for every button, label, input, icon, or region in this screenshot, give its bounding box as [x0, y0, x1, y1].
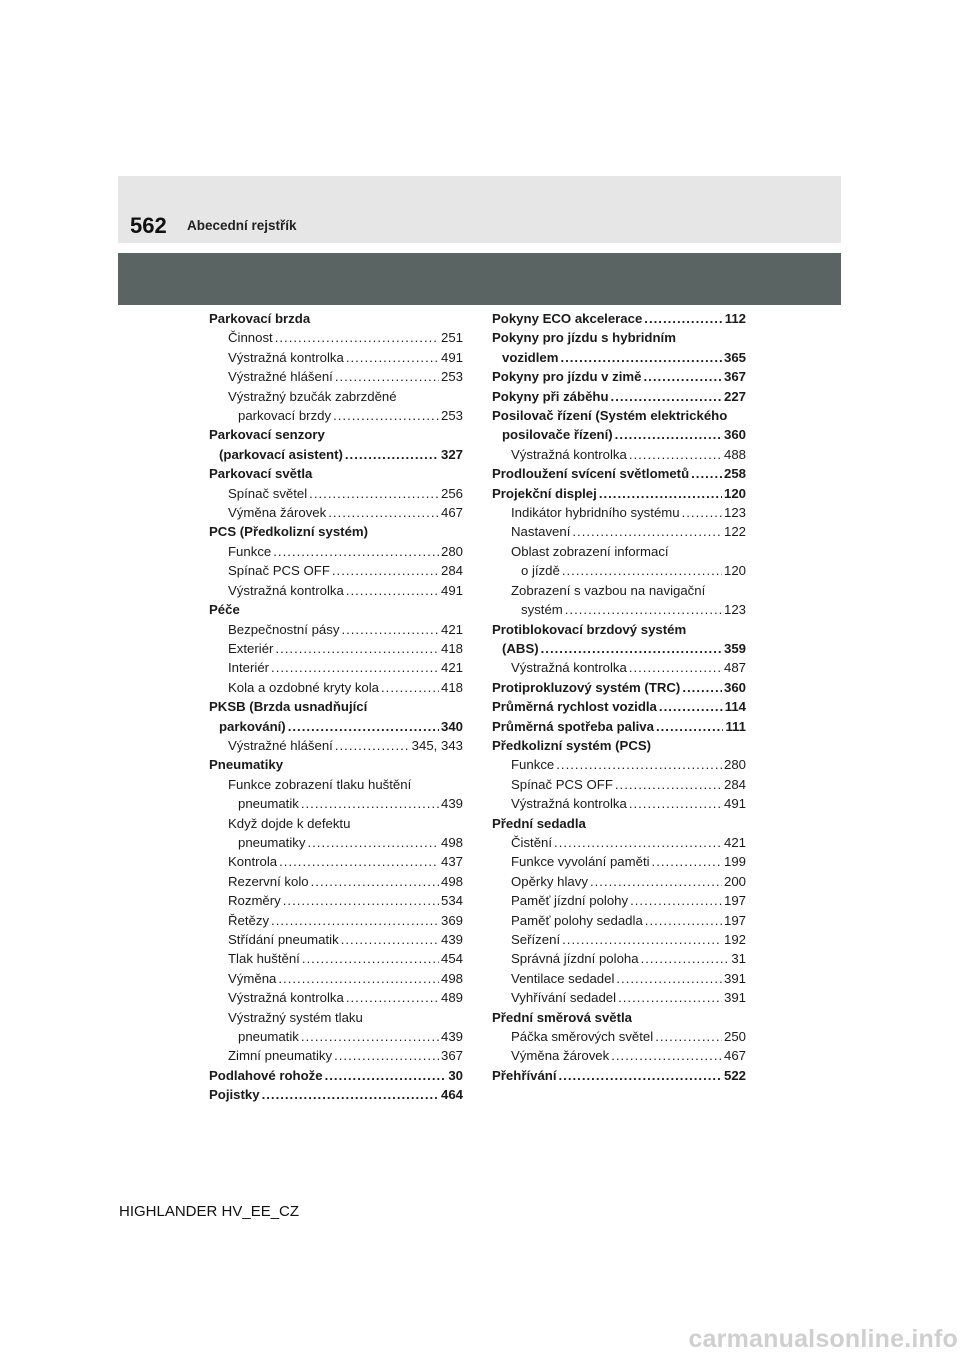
dot-leader — [572, 522, 722, 541]
index-entry — [209, 1008, 463, 1027]
index-entry — [492, 911, 746, 930]
index-entry — [492, 833, 746, 852]
index-term: Výstražný systém tlaku — [228, 1009, 363, 1025]
index-term: Protiprokluzový systém (TRC) — [492, 679, 681, 695]
index-term: Čistění — [511, 834, 553, 850]
index-term: Když dojde k defektu — [228, 815, 351, 831]
index-entry — [492, 872, 746, 891]
dot-leader — [590, 872, 722, 891]
page-ref: 491 — [440, 349, 463, 365]
index-entry — [492, 484, 746, 503]
index-entry — [492, 522, 746, 541]
dot-leader — [288, 717, 439, 736]
index-term: Podlahové rohože — [209, 1067, 323, 1083]
index-entry — [209, 484, 463, 503]
index-term: Kola a ozdobné kryty kola — [228, 679, 380, 695]
index-entry — [492, 387, 746, 406]
page-ref: 199 — [723, 854, 746, 870]
index-term: parkovací brzdy — [238, 408, 332, 424]
index-entry — [209, 794, 463, 813]
page-ref: 253 — [440, 369, 463, 385]
dot-leader — [271, 658, 439, 677]
page-ref: 251 — [440, 330, 463, 346]
index-entry — [492, 697, 746, 716]
index-entry — [492, 736, 746, 755]
page-ref: 197 — [723, 893, 746, 909]
index-entry — [209, 755, 463, 774]
index-entry — [492, 328, 746, 347]
index-term: Oblast zobrazení informací — [511, 543, 669, 559]
index-entry — [209, 542, 463, 561]
index-term: Parkovací senzory — [209, 427, 325, 443]
index-entry — [492, 891, 746, 910]
index-entry — [492, 561, 746, 580]
section-title: Abecední rejstřík — [187, 218, 297, 233]
dot-leader — [659, 697, 723, 716]
index-entry — [209, 387, 463, 406]
dot-leader — [562, 561, 722, 580]
index-entry — [492, 678, 746, 697]
index-term: Průměrná spotřeba paliva — [492, 718, 654, 734]
index-term: pneumatiky — [238, 834, 306, 850]
index-entry — [492, 639, 746, 658]
index-term: Předkolizní systém (PCS) — [492, 737, 652, 753]
section-banner — [118, 253, 841, 305]
dot-leader — [616, 969, 722, 988]
dot-leader — [332, 561, 439, 580]
dot-leader — [275, 328, 439, 347]
index-entry — [492, 775, 746, 794]
dot-leader — [279, 852, 439, 871]
page-ref: 365 — [723, 349, 746, 365]
page-ref: 391 — [723, 970, 746, 986]
index-term: o jízdě — [521, 563, 560, 579]
page-ref: 123 — [723, 505, 746, 521]
index-term: Pojistky — [209, 1087, 260, 1103]
dot-leader — [301, 1027, 439, 1046]
dot-leader — [541, 639, 722, 658]
index-entry — [209, 639, 463, 658]
page-ref: 439 — [440, 932, 463, 947]
index-entry — [209, 522, 463, 541]
dot-leader — [656, 717, 723, 736]
page-ref: 123 — [723, 602, 746, 618]
page-ref: 192 — [723, 932, 746, 947]
index-entry — [209, 600, 463, 619]
index-term: Bezpečnostní pásy — [228, 621, 340, 637]
page-ref: 437 — [440, 854, 463, 870]
index-entry — [492, 581, 746, 600]
index-term: Přední sedadla — [492, 815, 586, 831]
index-entry — [209, 620, 463, 639]
dot-leader — [652, 852, 722, 871]
page-ref: 421 — [723, 834, 746, 850]
page-ref: 418 — [440, 679, 463, 695]
dot-leader — [309, 484, 439, 503]
index-entry — [209, 852, 463, 871]
page-ref: 369 — [440, 912, 463, 928]
index-term: Výstražná kontrolka — [228, 349, 344, 365]
dot-leader — [283, 891, 439, 910]
index-column-left — [209, 309, 463, 1105]
page-ref: 391 — [723, 990, 746, 1006]
dot-leader — [335, 367, 439, 386]
index-term: Přední směrová světla — [492, 1009, 633, 1025]
index-entry — [209, 445, 463, 464]
index-entry — [209, 949, 463, 968]
index-term: Tlak huštění — [228, 951, 300, 967]
page-ref: 491 — [723, 796, 746, 812]
index-entry — [209, 328, 463, 347]
index-entry — [209, 1066, 463, 1085]
index-term: Rezervní kolo — [228, 873, 309, 889]
footer-model: HIGHLANDER HV_EE_CZ — [119, 1203, 300, 1220]
index-term: pneumatik — [238, 796, 299, 812]
index-term: Prodloužení svícení světlometů — [492, 466, 690, 482]
page-ref: 487 — [723, 660, 746, 676]
index-term: Posilovač řízení (Systém elektrického — [492, 408, 728, 424]
dot-leader — [599, 484, 722, 503]
page-ref: 418 — [440, 640, 463, 656]
index-term: parkování) — [219, 718, 286, 734]
index-term: posilovače řízení) — [502, 427, 613, 443]
dot-leader — [346, 348, 439, 367]
index-entry — [209, 775, 463, 794]
index-term: PKSB (Brzda usnadňující — [209, 699, 368, 715]
page-ref: 227 — [723, 388, 746, 404]
dot-leader — [645, 911, 722, 930]
page-ref: 421 — [440, 660, 463, 676]
page-ref: 360 — [723, 427, 746, 443]
index-term: Protiblokovací brzdový systém — [492, 621, 687, 637]
index-entry — [209, 367, 463, 386]
page-ref: 498 — [440, 873, 463, 889]
dot-leader — [271, 911, 439, 930]
index-term: Průměrná rychlost vozidla — [492, 699, 657, 715]
dot-leader — [691, 464, 722, 483]
dot-leader — [381, 678, 439, 697]
page-ref: 280 — [440, 543, 463, 559]
index-term: Interiér — [228, 660, 270, 676]
index-term: Funkce zobrazení tlaku huštění — [228, 776, 412, 792]
index-entry — [492, 717, 746, 736]
dot-leader — [560, 348, 722, 367]
dot-leader — [278, 969, 439, 988]
dot-leader — [325, 1066, 447, 1085]
page-ref: 197 — [723, 912, 746, 928]
index-entry — [492, 348, 746, 367]
index-entry — [209, 717, 463, 736]
index-entry — [492, 542, 746, 561]
dot-leader — [262, 1085, 439, 1104]
dot-leader — [341, 930, 439, 949]
index-entry — [492, 425, 746, 444]
index-entry — [492, 949, 746, 968]
dot-leader — [334, 1046, 439, 1065]
index-term: Výměna — [228, 970, 277, 986]
page-ref: 114 — [724, 699, 746, 715]
index-term: pneumatik — [238, 1029, 299, 1045]
index-term: Výměna žárovek — [511, 1048, 610, 1064]
page-ref: 454 — [440, 951, 463, 967]
page-ref: 340 — [440, 718, 463, 734]
index-entry — [492, 1066, 746, 1085]
index-entry — [492, 600, 746, 619]
dot-leader — [629, 658, 722, 677]
page-ref: 30 — [448, 1067, 463, 1083]
page-ref: 367 — [440, 1048, 463, 1064]
page-ref: 467 — [723, 1048, 746, 1064]
index-term: Opěrky hlavy — [511, 873, 588, 889]
index-term: Řetězy — [228, 912, 270, 928]
dot-leader — [615, 775, 722, 794]
index-term: Výstražná kontrolka — [511, 660, 627, 676]
index-term: Zobrazení s vazbou na navigační — [511, 582, 706, 598]
dot-leader — [335, 736, 410, 755]
index-entry — [209, 1027, 463, 1046]
page-ref: 327 — [440, 446, 463, 462]
dot-leader — [346, 988, 439, 1007]
dot-leader — [611, 1046, 722, 1065]
index-entry — [492, 755, 746, 774]
page-ref: 522 — [723, 1067, 746, 1083]
page-ref: 122 — [723, 524, 746, 540]
index-entry — [209, 406, 463, 425]
page-ref: 120 — [723, 563, 746, 579]
dot-leader — [556, 755, 722, 774]
index-entry — [492, 309, 746, 328]
dot-leader — [562, 930, 722, 949]
index-column-right — [492, 309, 746, 1085]
dot-leader — [615, 425, 722, 444]
index-term: Výstražný bzučák zabrzděné — [228, 388, 397, 404]
index-term: Kontrola — [228, 854, 278, 870]
page-ref: 359 — [723, 640, 746, 656]
page-ref: 31 — [731, 951, 746, 967]
index-term: Rozměry — [228, 893, 281, 909]
index-entry — [209, 988, 463, 1007]
index-entry — [492, 406, 746, 425]
index-term: Spínač světel — [228, 485, 308, 501]
page-ref: 284 — [440, 563, 463, 579]
dot-leader — [302, 949, 439, 968]
index-entry — [209, 658, 463, 677]
dot-leader — [346, 581, 439, 600]
page-ref: 250 — [723, 1029, 746, 1045]
page-ref: 488 — [723, 446, 746, 462]
index-entry — [209, 464, 463, 483]
index-entry — [209, 930, 463, 949]
index-term: Indikátor hybridního systému — [511, 505, 680, 521]
page-ref: 464 — [440, 1087, 463, 1103]
dot-leader — [644, 367, 722, 386]
index-entry — [492, 930, 746, 949]
index-entry — [209, 1046, 463, 1065]
page-number: 562 — [130, 213, 167, 238]
index-term: Zimní pneumatiky — [228, 1048, 333, 1064]
page-ref: 200 — [723, 873, 746, 889]
dot-leader — [611, 387, 722, 406]
dot-leader — [682, 678, 722, 697]
index-term: Páčka směrových světel — [511, 1029, 654, 1045]
index-term: Výměna žárovek — [228, 505, 327, 521]
watermark: carmanualsonline.info — [688, 1325, 958, 1353]
index-term: Správná jízdní poloha — [511, 951, 639, 967]
index-term: Přehřívání — [492, 1067, 557, 1083]
dot-leader — [618, 988, 722, 1007]
page-ref: 534 — [440, 893, 463, 909]
index-term: Seřízení — [511, 932, 561, 947]
index-entry — [209, 833, 463, 852]
dot-leader — [644, 309, 722, 328]
index-entry — [492, 794, 746, 813]
index-entry — [492, 1046, 746, 1065]
index-entry — [209, 697, 463, 716]
index-term: PCS (Předkolizní systém) — [209, 524, 369, 540]
index-entry — [492, 658, 746, 677]
index-term: Výstražné hlášení — [228, 737, 333, 753]
index-term: Pneumatiky — [209, 757, 284, 773]
index-term: Výstražná kontrolka — [511, 446, 627, 462]
page-ref: 360 — [723, 679, 746, 695]
page-ref: 256 — [440, 485, 463, 501]
page-ref: 489 — [440, 990, 463, 1006]
dot-leader — [328, 503, 439, 522]
dot-leader — [641, 949, 730, 968]
index-entry — [492, 1027, 746, 1046]
index-term: Paměť polohy sedadla — [511, 912, 643, 928]
index-term: Paměť jízdní polohy — [511, 893, 629, 909]
index-term: Exteriér — [228, 640, 274, 656]
page-ref: 284 — [723, 776, 746, 792]
page-ref: 345, 343 — [411, 737, 463, 753]
dot-leader — [341, 620, 439, 639]
index-term: Pokyny pro jízdu s hybridním — [492, 330, 676, 346]
index-entry — [209, 891, 463, 910]
page-ref: 467 — [440, 505, 463, 521]
index-term: Výstražná kontrolka — [228, 990, 344, 1006]
page-ref: 253 — [440, 408, 463, 424]
index-term: Projekční displej — [492, 485, 597, 501]
index-term: Funkce — [228, 543, 272, 559]
index-entry — [492, 852, 746, 871]
dot-leader — [655, 1027, 722, 1046]
index-term: (ABS) — [502, 640, 539, 656]
page-ref: 439 — [440, 796, 463, 812]
index-term: Činnost — [228, 330, 273, 346]
index-term: Nastavení — [511, 524, 571, 540]
index-entry — [209, 911, 463, 930]
page-ref: 112 — [724, 311, 746, 326]
dot-leader — [629, 445, 722, 464]
index-entry — [209, 425, 463, 444]
page-ref: 491 — [440, 582, 463, 598]
dot-leader — [559, 1066, 722, 1085]
index-term: Parkovací světla — [209, 466, 313, 482]
index-term: Střídání pneumatik — [228, 932, 339, 947]
index-entry — [492, 969, 746, 988]
index-term: Výstražná kontrolka — [228, 582, 344, 598]
index-entry — [492, 620, 746, 639]
index-term: Pokyny při záběhu — [492, 388, 609, 404]
page-ref: 280 — [723, 757, 746, 773]
index-entry — [209, 736, 463, 755]
dot-leader — [565, 600, 722, 619]
index-term: Péče — [209, 602, 240, 618]
page-ref: 258 — [723, 466, 746, 482]
index-entry — [209, 581, 463, 600]
page-ref: 421 — [440, 621, 463, 637]
index-term: Ventilace sedadel — [511, 970, 615, 986]
index-entry — [209, 814, 463, 833]
index-entry — [209, 309, 463, 328]
index-term: Výstražné hlášení — [228, 369, 333, 385]
index-term: Spínač PCS OFF — [228, 563, 330, 579]
index-entry — [492, 464, 746, 483]
dot-leader — [311, 872, 439, 891]
page-ref: 498 — [440, 834, 463, 850]
index-entry — [209, 561, 463, 580]
index-entry — [209, 969, 463, 988]
index-entry — [209, 678, 463, 697]
index-entry — [492, 503, 746, 522]
dot-leader — [682, 503, 722, 522]
index-term: Pokyny ECO akcelerace — [492, 311, 643, 326]
dot-leader — [273, 542, 439, 561]
dot-leader — [333, 406, 439, 425]
index-entry — [492, 1008, 746, 1027]
page-ref: 439 — [440, 1029, 463, 1045]
dot-leader — [629, 794, 722, 813]
page-ref: 498 — [440, 970, 463, 986]
index-term: Pokyny pro jízdu v zimě — [492, 369, 642, 385]
index-entry — [209, 348, 463, 367]
index-entry — [209, 503, 463, 522]
index-term: systém — [521, 602, 563, 618]
dot-leader — [301, 794, 439, 813]
index-term: Vyhřívání sedadel — [511, 990, 617, 1006]
page-ref: 367 — [723, 369, 746, 385]
dot-leader — [307, 833, 439, 852]
dot-leader — [554, 833, 722, 852]
page-ref: 111 — [725, 718, 746, 734]
index-term: Výstražná kontrolka — [511, 796, 627, 812]
dot-leader — [630, 891, 722, 910]
index-term: Spínač PCS OFF — [511, 776, 613, 792]
index-entry — [492, 814, 746, 833]
index-term: Funkce — [511, 757, 555, 773]
index-term: Funkce vyvolání paměti — [511, 854, 650, 870]
page-ref: 120 — [723, 485, 746, 501]
index-term: vozidlem — [502, 349, 559, 365]
index-entry — [492, 367, 746, 386]
index-entry — [209, 872, 463, 891]
index-entry — [492, 988, 746, 1007]
index-term: (parkovací asistent) — [219, 446, 343, 462]
index-term: Parkovací brzda — [209, 311, 311, 326]
index-entry — [492, 445, 746, 464]
dot-leader — [275, 639, 439, 658]
dot-leader — [345, 445, 439, 464]
index-entry — [209, 1085, 463, 1104]
